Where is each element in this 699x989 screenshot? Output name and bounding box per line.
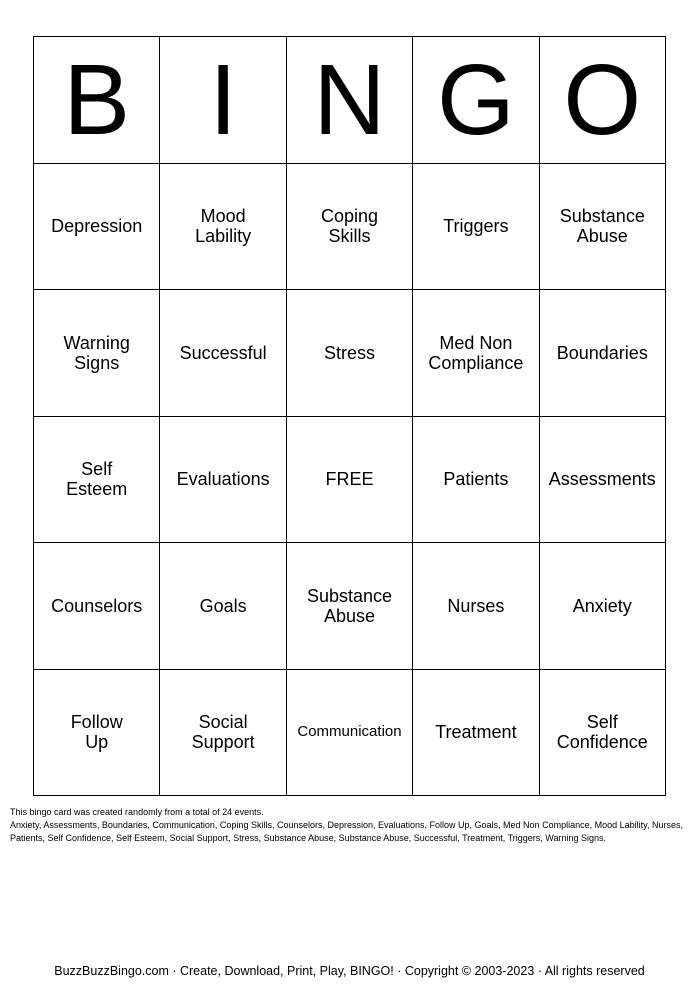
- bingo-cell-text: [320, 343, 379, 363]
- bingo-cell-text: [556, 206, 649, 246]
- bingo-cell: [160, 543, 286, 670]
- bingo-cell-line: Lability: [195, 226, 252, 247]
- bingo-cell-text: [67, 712, 127, 752]
- bingo-cell-line: Substance: [559, 206, 645, 227]
- header-letter: O: [563, 43, 642, 156]
- bingo-cell-text: [317, 206, 382, 246]
- bingo-cell: [287, 164, 413, 291]
- bingo-cell-line: Social: [198, 712, 248, 733]
- bingo-cell-text: [424, 333, 527, 373]
- bingo-cell-line: Confidence: [556, 732, 648, 753]
- bingo-cell: [413, 290, 539, 417]
- bingo-cell-line: Treatment: [435, 722, 517, 743]
- bingo-cell: [540, 417, 666, 544]
- bingo-cell-text: [196, 596, 251, 616]
- bingo-cell-text: [439, 216, 512, 236]
- bingo-cell-line: Boundaries: [556, 342, 648, 363]
- bingo-cell-line: Depression: [51, 216, 143, 237]
- bingo-cell: [413, 543, 539, 670]
- bingo-cell: [540, 670, 666, 797]
- bingo-cell: [413, 164, 539, 291]
- header-cell-n: [287, 37, 413, 164]
- bingo-cell-text: [553, 343, 652, 363]
- bingo-cell-line: Successful: [179, 342, 267, 363]
- bingo-cell: [34, 543, 160, 670]
- bingo-cell-line: Med Non: [439, 332, 513, 353]
- bingo-cell-line: FREE: [325, 469, 374, 490]
- events-list: Anxiety, Assessments, Boundaries, Communication, Coping Skills, Counselors, Depression, Evaluations, Follow Up, Goals, Med Non Compliance, Mood Lability, Nurses, Patients, Self Confidence, Self Esteem, Social Support, Stress, Substance Abuse, Substance Abuse, Successful, Treatment, Triggers, Warning Signs.: [10, 820, 683, 843]
- bingo-cell: [34, 670, 160, 797]
- bingo-cell: [287, 290, 413, 417]
- bingo-cell-line: Coping: [320, 206, 379, 227]
- bingo-cell-line: Self: [81, 459, 113, 480]
- bingo-cell-line: Abuse: [323, 605, 375, 626]
- bingo-cell-line: Anxiety: [572, 595, 632, 616]
- bingo-cell-line: Nurses: [447, 595, 505, 616]
- footer-copyright: BuzzBuzzBingo.com · Create, Download, Print, Play, BINGO! · Copyright © 2003-2023 · All rights reserved: [54, 964, 645, 978]
- bingo-cell-line: Patients: [443, 469, 509, 490]
- bingo-cell-line: Skills: [328, 226, 371, 247]
- bingo-cell-line: Follow: [70, 712, 123, 733]
- bingo-cell: [540, 543, 666, 670]
- bingo-cell-line: Triggers: [443, 216, 509, 237]
- bingo-cell: [34, 290, 160, 417]
- bingo-cell-line: Mood: [200, 206, 246, 227]
- bingo-cell-line: Communication: [297, 723, 402, 741]
- bingo-cell-line: Esteem: [66, 479, 128, 500]
- bingo-cell: [540, 164, 666, 291]
- header-letter: I: [209, 43, 237, 156]
- bingo-cell-text: [431, 722, 520, 742]
- bingo-cell-line: Assessments: [548, 469, 656, 490]
- bingo-cell-line: Counselors: [51, 595, 143, 616]
- bingo-cell: [287, 417, 413, 544]
- bingo-cell-text: [47, 596, 146, 616]
- bingo-cell-text: [60, 333, 134, 373]
- bingo-cell-line: Up: [85, 732, 109, 753]
- bingo-cell-text: [176, 343, 271, 363]
- bingo-cell-text: [191, 206, 255, 246]
- bingo-cell-text: [173, 469, 274, 489]
- bingo-cell-line: Substance: [306, 585, 393, 606]
- bingo-cell-text: [293, 722, 405, 742]
- card-summary: This bingo card was created randomly from a total of 24 events.: [10, 807, 264, 817]
- bingo-cell-text: [47, 216, 146, 236]
- bingo-cell: [34, 417, 160, 544]
- bingo-cell: [160, 290, 286, 417]
- header-cell-i: [160, 37, 286, 164]
- header-cell-g: [413, 37, 539, 164]
- bingo-cell: [34, 164, 160, 291]
- bingo-cell-text: [321, 469, 377, 489]
- bingo-cell: [287, 543, 413, 670]
- bingo-cell-text: [545, 469, 660, 489]
- header-letter: B: [63, 43, 131, 156]
- bingo-cell: [160, 670, 286, 797]
- bingo-cell-line: Evaluations: [176, 469, 270, 490]
- bingo-card: [33, 36, 666, 796]
- bingo-cell: [287, 670, 413, 797]
- bingo-cell: [160, 164, 286, 291]
- bingo-cell-text: [443, 596, 508, 616]
- bingo-cell-line: Goals: [199, 595, 247, 616]
- bingo-cell-line: Signs: [74, 352, 120, 373]
- header-cell-o: [540, 37, 666, 164]
- bingo-cell-line: Self: [586, 712, 618, 733]
- bingo-cell-text: [553, 712, 652, 752]
- bingo-cell: [540, 290, 666, 417]
- bingo-cell-line: Abuse: [576, 226, 628, 247]
- bingo-cell-line: Stress: [323, 342, 375, 363]
- bingo-cell-text: [62, 459, 131, 499]
- bingo-cell-text: [188, 712, 259, 752]
- bingo-cell: [160, 417, 286, 544]
- bingo-cell-text: [569, 596, 636, 616]
- bingo-cell-text: [439, 469, 512, 489]
- bingo-cell-line: Warning: [63, 332, 130, 353]
- bingo-cell: [413, 670, 539, 797]
- card-info: [10, 806, 690, 845]
- bingo-cell-text: [303, 586, 396, 626]
- bingo-cell: [413, 417, 539, 544]
- header-cell-b: [34, 37, 160, 164]
- header-letter: N: [313, 43, 386, 156]
- header-letter: G: [436, 43, 515, 156]
- bingo-cell-line: Support: [191, 732, 255, 753]
- bingo-cell-line: Compliance: [428, 352, 524, 373]
